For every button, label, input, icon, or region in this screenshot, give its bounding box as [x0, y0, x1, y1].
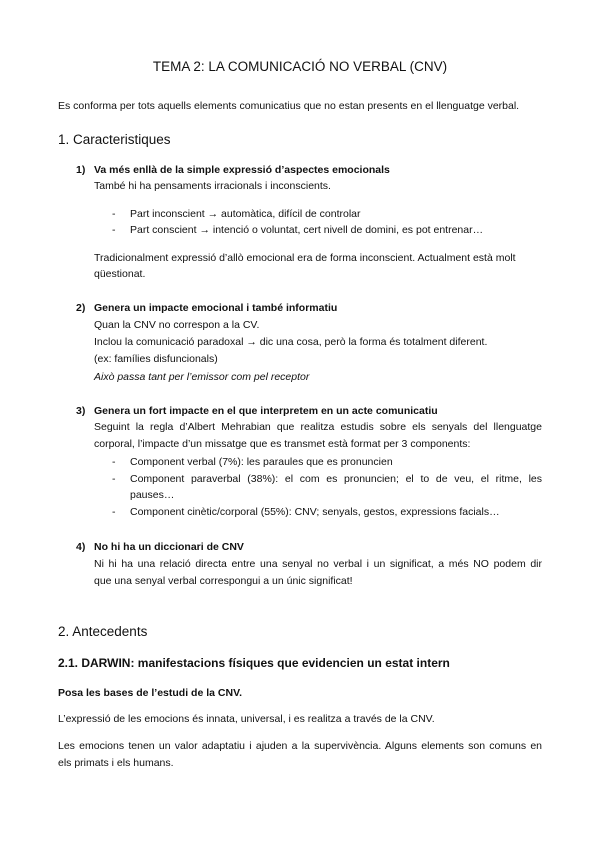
- section-paragraph: Posa les bases de l’estudi de la CNV.: [58, 687, 243, 699]
- page-title: TEMA 2: LA COMUNICACIÓ NO VERBAL (CNV): [152, 59, 448, 74]
- item-paragraph: que una senyal verbal correspongui a un únic significat!: [94, 575, 353, 587]
- item-title: Genera un fort impacte en el que interpretem en un acte comunicatiu: [94, 405, 438, 417]
- item-text: Quan la CNV no correspon a la CV.: [94, 319, 260, 331]
- item-paragraph: qüestionat.: [94, 268, 146, 280]
- item-italic-note: Això passa tant per l’emissor com pel receptor: [94, 371, 310, 383]
- item-text: També hi ha pensaments irracionals i inconscients.: [94, 180, 331, 192]
- bullet-dash: -: [112, 473, 116, 485]
- bullet-dash: -: [112, 224, 116, 236]
- item-number: 4): [76, 541, 86, 553]
- item-number: 1): [76, 164, 86, 176]
- section-paragraph: L’expressió de les emocions és innata, universal, i es realitza a través de la CNV.: [58, 713, 435, 725]
- bullet-item: Part conscient → intenció o voluntat, cert nivell de domini, es pot entrenar…: [130, 224, 484, 236]
- bullet-dash: -: [112, 208, 116, 220]
- item-text: (ex: famílies disfuncionals): [94, 353, 218, 365]
- bullet-item: Part inconscient → automàtica, difícil de controlar: [130, 208, 361, 220]
- item-number: 3): [76, 405, 86, 417]
- item-text: Inclou la comunicació paradoxal → dic una cosa, però la forma és totalment diferent.: [94, 336, 488, 348]
- item-title: Va més enllà de la simple expressió d’aspectes emocionals: [94, 164, 390, 176]
- section-heading-caracteristiques: 1. Caracteristiques: [58, 132, 171, 147]
- item-paragraph: Seguint la regla d’Albert Mehrabian que realitza estudis sobre els senyals del llenguatge: [94, 421, 542, 433]
- section-paragraph: els primats i els humans.: [58, 757, 174, 769]
- bullet-item-continuation: pauses…: [130, 489, 175, 501]
- intro-paragraph: Es conforma per tots aquells elements comunicatius que no estan presents en el llenguatge verbal.: [58, 100, 520, 112]
- subsection-heading-darwin: 2.1. DARWIN: manifestacions físiques que evidencien un estat intern: [58, 656, 450, 670]
- item-title: Genera un impacte emocional i també informatiu: [94, 302, 338, 314]
- section-paragraph: Les emocions tenen un valor adaptatiu i ajuden a la supervivència. Alguns elements son comuns en: [58, 740, 542, 752]
- item-paragraph: Tradicionalment expressió d’allò emocional era de forma inconscient. Actualment està molt: [94, 252, 516, 264]
- bullet-dash: -: [112, 456, 116, 468]
- item-paragraph: corporal, l’impacte d’un missatge que es transmet està format per 3 components:: [94, 438, 471, 450]
- item-number: 2): [76, 302, 86, 314]
- section-heading-antecedents: 2. Antecedents: [58, 624, 148, 639]
- bullet-item: Component paraverbal (38%): el com es pronuncien; el to de veu, el ritme, les: [130, 473, 542, 485]
- bullet-item: Component verbal (7%): les paraules que es pronuncien: [130, 456, 393, 468]
- item-paragraph: Ni hi ha una relació directa entre una senyal no verbal i un significat, a més NO podem dir: [94, 558, 542, 570]
- bullet-item: Component cinètic/corporal (55%): CNV; senyals, gestos, expressions facials…: [130, 506, 500, 518]
- bullet-dash: -: [112, 506, 116, 518]
- item-title: No hi ha un diccionari de CNV: [94, 541, 244, 553]
